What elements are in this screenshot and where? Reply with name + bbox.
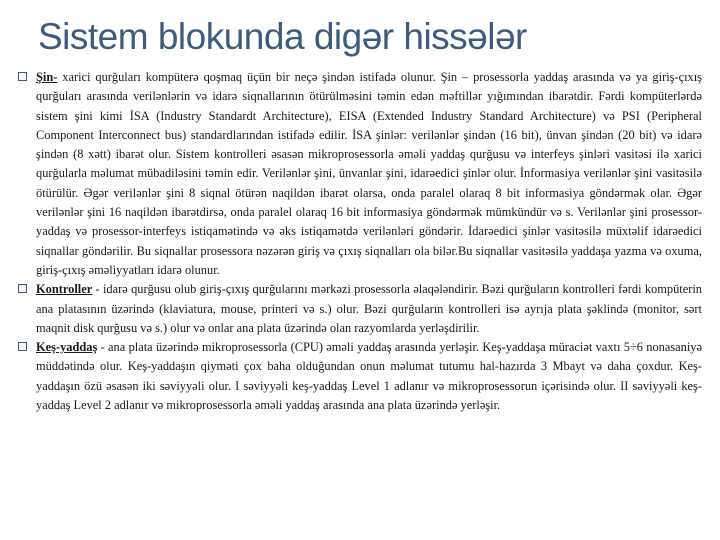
slide-content <box>18 68 702 415</box>
bullet-term: Keş-yaddaş <box>36 340 98 355</box>
square-bullet-icon <box>18 342 27 351</box>
bullet-bus <box>18 68 702 280</box>
slide-title: Sistem blokunda digər hissələr <box>38 16 527 57</box>
bullet-text: - ana plata üzərində mikroprosessorla (CPU) əməli yaddaş arasında yerləşir. Keş-yaddaşa müraciət vaxtı 5÷6 nonasaniyə müddətində olur. Keş-yaddaşın qiyməti çox baha olduğundan onun məlumat tutumu hal-hazırda 3 Mbayt və daha çoxdur. Keş-yaddaşın özü əsasən iki səviyyəli olur. I səviyyəli keş-yaddaş Level 1 adlanır və mikroprosessorun içərisində olur. II səviyyəli keş-yaddaş Level 2 adlanır və mikroprosessorla əməli yaddaş arasında ana plata üzərində yerləşir. <box>36 340 702 413</box>
bullet-cache <box>18 338 702 415</box>
bullet-term: Kontroller <box>36 282 93 297</box>
bullet-controller <box>18 280 702 338</box>
bullet-text: xarici qurğuları kompüterə qoşmaq üçün bir neçə şindən istifadə olunur. Şin – prosessorla yaddaş arasında və ya giriş-çıxış qurğuları arasında verilənlərin və idarə siqnallarının ötürülməsini təmin edən məftillər yığımından ibarətdir. Fərdi kompüterlərdə sistem şini kimi İSA (Industry Standardt Architecture), EISA (Extended Industry Standard Architecture) və PSI (Peripheral Component Interconnect bus) standardlarından istifadə edilir. İSA şinlər: verilənlər şindən (16 bit), ünvan şindən (20 bit) və idarə şindən (8 xətt) ibarət olur. Sistem kontrolleri əsasən mikroprosessorla əməli yaddaş qurğusu və interfeys şinləri vasitəsi ilə xarici qurğularla məlumat mübadiləsini təmin edir. Verilənlər şini, ünvanlar şini, idarəedici şinlər olur. İnformasiya verilənlər şini vasitəsilə ötürülür. Əgər verilənlər şini 8 siqnal ötürən naqildən ibarət olarsa, onda paralel olaraq 8 bit informasiya göndərmək olar. Əgər verilənlər şini 16 naqildən ibarətdirsə, onda paralel olaraq 16 bit informasiya göndərmək mümkündür və s. Verilənlər şini prosessor-yaddaş və prosessor-interfeys istiqamətində və əks istiqamətdə verilənləri göndərir. İdarəedici şinlər vasitəsilə müxtəlif idarəedici siqnallar göndərilir. Bu siqnallar prosessora nəzərən giriş və çıxış siqnalları ola bilər.Bu siqnallar vasitəsilə yaddaşa yazma və oxuma, giriş-çıxış əməliyyatları idarə olunur. <box>36 70 702 277</box>
bullet-term: Şin- <box>36 70 58 84</box>
bullet-text: - idarə qurğusu olub giriş-çıxış qurğularını mərkəzi prosessorla əlaqələndirir. Bəzi qurğuların kontrolleri fərdi kompüterin ana platasının üzərində (klaviatura, mouse, printeri və s.) olur. Bəzi qurğuların kontrolleri isə ayrıja plata şəklində (monitor, sərt maqnit disk qurğusu və s.) olur və onlar ana plata üzərində olan razyomlarda yerləşdirilir. <box>36 282 702 335</box>
square-bullet-icon <box>18 72 27 81</box>
square-bullet-icon <box>18 284 27 293</box>
